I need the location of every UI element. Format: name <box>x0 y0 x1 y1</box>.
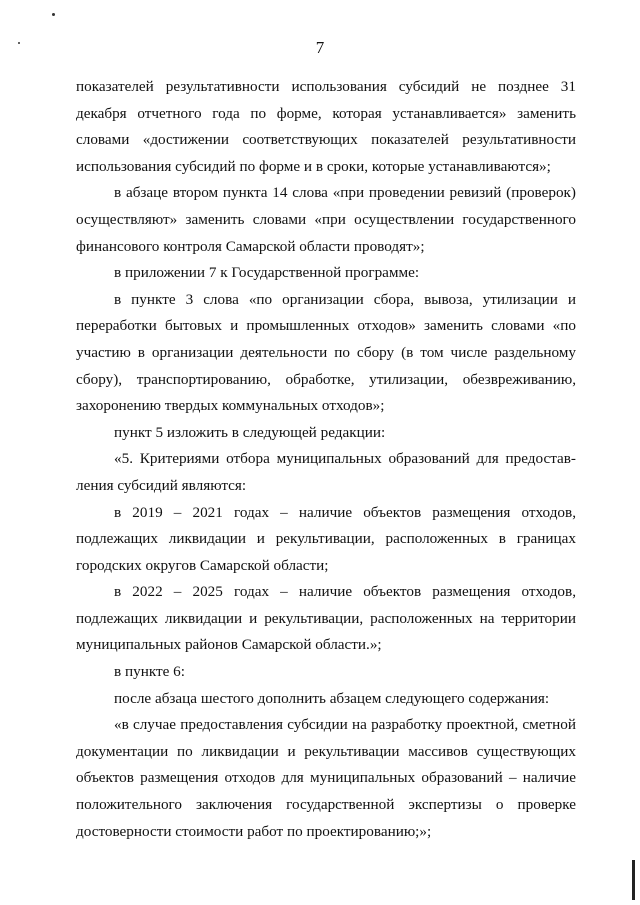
paragraph: в абзаце втором пункта 14 слова «при проведении ревизий (проверок) осуществляют» заменить словами «при осуществлении государственного финансового контроля Самарской области проводят»; <box>76 184 576 255</box>
document-body <box>76 74 576 845</box>
paragraph: в 2022 – 2025 годах – наличие объектов размещения отходов, подлежащих ликвидации и рекультивации, расположенных на территории муниципальных районов Самарской области.»; <box>76 583 576 654</box>
page-number: 7 <box>315 38 325 57</box>
scan-edge-mark <box>632 860 635 900</box>
scan-speck <box>52 13 55 16</box>
paragraph: «5. Критериями отбора муниципальных образований для предостав-ления субсидий являются: <box>76 450 576 494</box>
paragraph: в приложении 7 к Государственной программе: <box>114 264 420 282</box>
paragraph: в 2019 – 2021 годах – наличие объектов размещения отходов, подлежащих ликвидации и рекультивации, расположенных в границах городских округов Самарской области; <box>76 503 576 574</box>
paragraph: в пункте 3 слова «по организации сбора, вывоза, утилизации и переработки бытовых и промышленных отходов» заменить словами «по участию в организации деятельности по сбору (в том числе раздельному сбору), транспортированию, обработке, утилизации, обезвреживанию, захоронению твердых коммунальных отходов»; <box>76 290 576 415</box>
paragraph: «в случае предоставления субсидии на разработку проектной, сметной документации по ликвидации и рекультивации массивов существующих объектов размещения отходов для муниципальных образований – наличие положительного заключения государственной экспертизы о проверке достоверности стоимости работ по проектированию;»; <box>76 716 576 840</box>
paragraph: после абзаца шестого дополнить абзацем следующего содержания: <box>114 689 550 707</box>
paragraph: в пункте 6: <box>114 663 185 681</box>
paragraph: пункт 5 изложить в следующей редакции: <box>114 423 386 441</box>
paragraph: показателей результативности использования субсидий не позднее 31 декабря отчетного года по форме, которая устанавливается» заменить словами «достижении соответствующих показателей результативности использования субсидий по форме и в сроки, которые устанавливаются»; <box>76 78 576 175</box>
